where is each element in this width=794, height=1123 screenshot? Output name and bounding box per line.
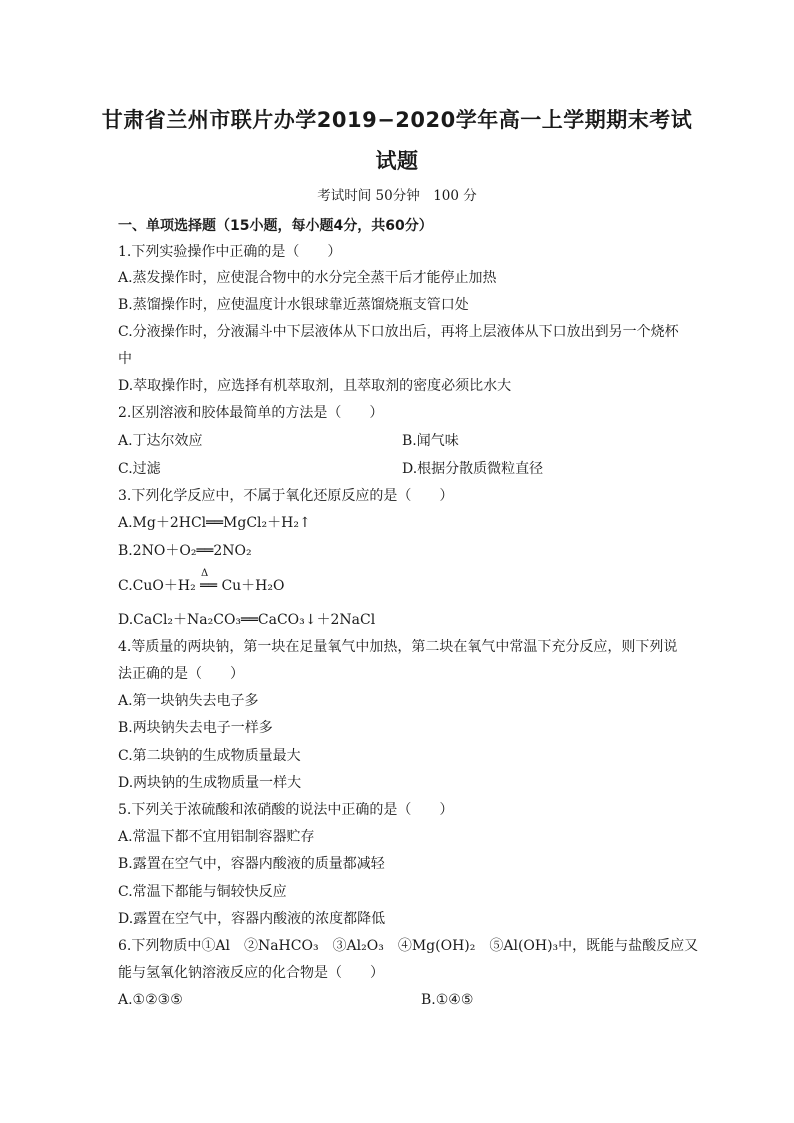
question-1-option-c-cont: 中 [118,351,132,367]
question-2-option-c: C.过滤 [118,461,161,477]
question-3-option-a: A.Mg＋2HCl══MgCl₂＋H₂↑ [118,515,311,531]
question-5-stem: 5.下列关于浓硫酸和浓硝酸的说法中正确的是（ ） [118,802,454,818]
question-2-option-d: D.根据分散质微粒直径 [402,461,544,477]
question-1-option-c: C.分液操作时，分液漏斗中下层液体从下口放出后，再将上层液体从下口放出到另一个烧杯 [118,324,679,340]
document-title-line1: 甘肃省兰州市联片办学2019−2020学年高一上学期期末考试 [101,108,693,132]
question-1-option-d: D.萃取操作时，应选择有机萃取剂，且萃取剂的密度必须比水大 [118,378,512,394]
question-3-option-c [118,568,285,596]
question-1-stem: 1.下列实验操作中正确的是（ ） [118,244,342,260]
question-6-stem-cont: 能与氢氧化钠溶液反应的化合物是（ ） [118,965,384,981]
question-4-stem: 4.等质量的两块钠，第一块在足量氧气中加热，第二块在氧气中常温下充分反应，则下列说 [118,639,678,655]
question-6-option-b: B.①④⑤ [421,992,474,1008]
question-2-stem: 2.区别溶液和胶体最简单的方法是（ ） [118,405,384,421]
question-2-option-b: B.闻气味 [402,433,459,449]
question-3-stem: 3.下列化学反应中，不属于氧化还原反应的是（ ） [118,488,454,504]
question-5-option-b: B.露置在空气中，容器内酸液的质量都减轻 [118,856,385,872]
section-heading: 一、单项选择题（15小题，每小题4分，共60分） [118,218,433,234]
question-3-option-c-text: C.CuO＋H₂ ══ Cu＋H₂O [118,578,285,594]
question-5-option-d: D.露置在空气中，容器内酸液的浓度都降低 [118,911,386,927]
question-5-option-c: C.常温下都能与铜较快反应 [118,884,287,900]
question-4-option-c: C.第二块钠的生成物质量最大 [118,748,301,764]
question-4-stem-cont: 法正确的是（ ） [118,666,244,682]
question-1-option-a: A.蒸发操作时，应使混合物中的水分完全蒸干后才能停止加热 [118,270,497,286]
question-4-option-b: B.两块钠失去电子一样多 [118,720,273,736]
heating-condition-symbol: Δ [201,568,209,579]
question-2-option-a: A.丁达尔效应 [118,433,203,449]
document-title-line2: 试题 [375,149,419,173]
question-5-option-a: A.常温下都不宜用铝制容器贮存 [118,829,315,845]
question-3-option-d: D.CaCl₂＋Na₂CO₃══CaCO₃↓＋2NaCl [118,612,376,628]
question-4-option-a: A.第一块钠失去电子多 [118,693,259,709]
question-6-option-a: A.①②③⑤ [118,992,183,1008]
question-4-option-d: D.两块钠的生成物质量一样大 [118,775,302,791]
question-6-stem: 6.下列物质中①Al ②NaHCO₃ ③Al₂O₃ ④Mg(OH)₂ ⑤Al(OH)₃中，既能与盐酸反应又 [118,938,699,954]
question-3-option-b: B.2NO＋O₂══2NO₂ [118,543,252,559]
exam-info: 考试时间 50分钟 100 分 [317,188,477,204]
question-1-option-b: B.蒸馏操作时，应使温度计水银球靠近蒸馏烧瓶支管口处 [118,297,469,313]
